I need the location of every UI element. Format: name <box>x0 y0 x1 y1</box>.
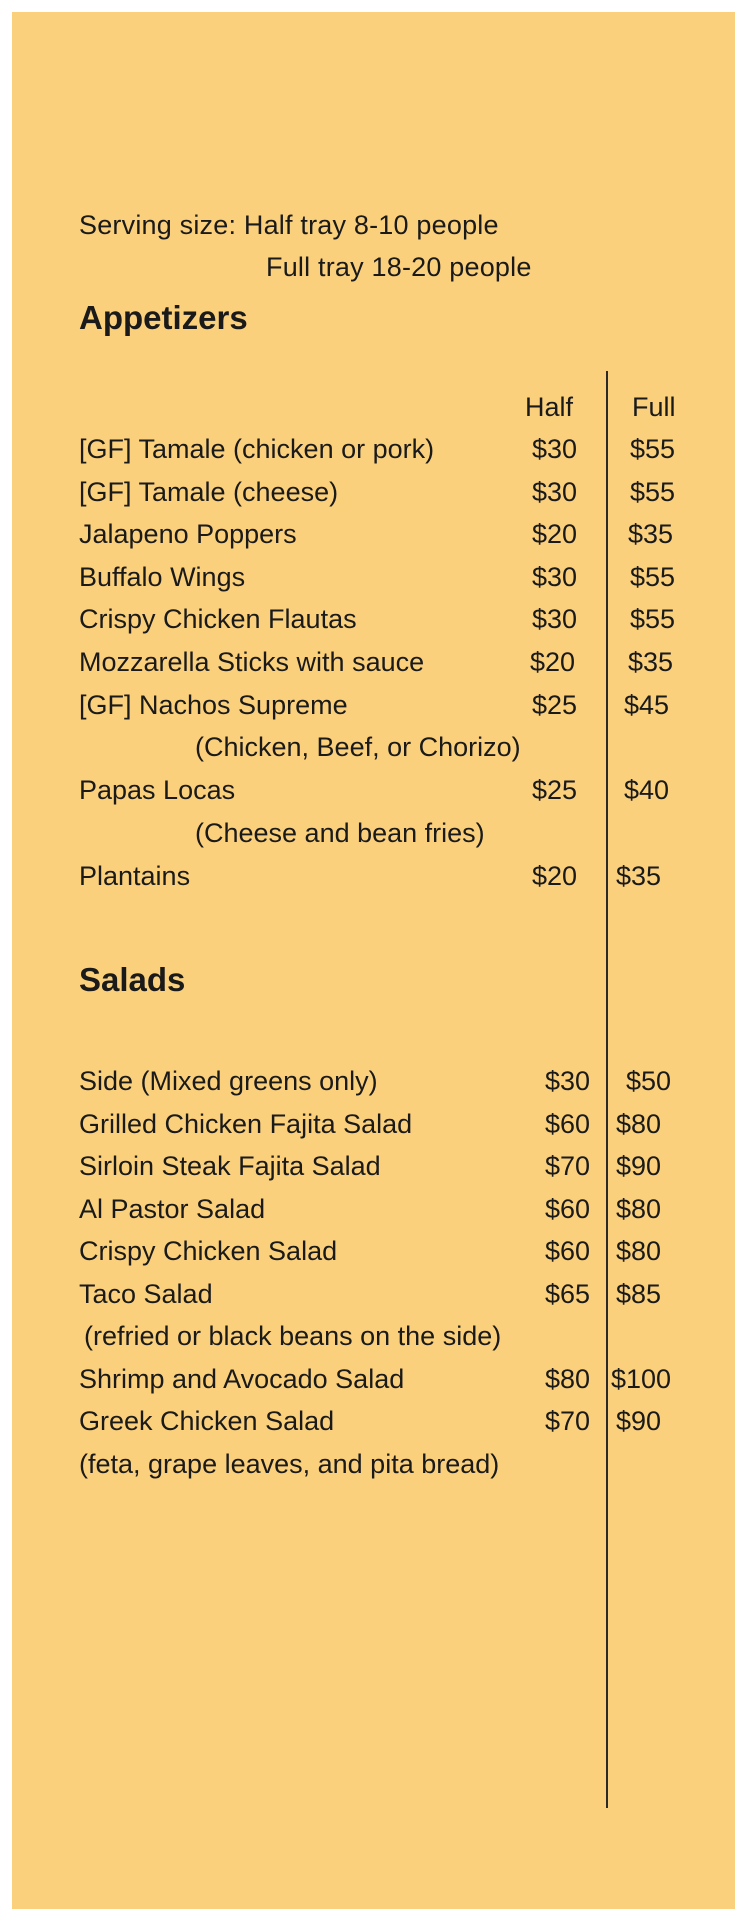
half-price: $30 <box>531 604 577 634</box>
appetizers-heading: Appetizers <box>79 299 248 336</box>
full-price: $80 <box>616 1236 662 1266</box>
item-note: (Cheese and bean fries) <box>195 818 485 848</box>
item-name: Crispy Chicken Salad <box>79 1236 338 1266</box>
item-name: [GF] Tamale (cheese) <box>79 477 339 507</box>
half-price: $65 <box>544 1279 590 1309</box>
item-name: Greek Chicken Salad <box>79 1406 335 1436</box>
menu-item-row <box>0 690 747 726</box>
full-price: $85 <box>616 1279 662 1309</box>
half-price: $70 <box>544 1151 590 1181</box>
item-name: Plantains <box>79 861 191 891</box>
serving-size-half: Serving size: Half tray 8-10 people <box>79 210 499 240</box>
menu-item-row <box>0 861 747 897</box>
salads-heading: Salads <box>79 961 186 998</box>
menu-item-row <box>0 1109 747 1145</box>
half-price: $20 <box>529 647 575 677</box>
menu-item-row <box>0 1364 747 1400</box>
half-price: $20 <box>531 519 577 549</box>
item-name: Jalapeno Poppers <box>79 519 297 549</box>
full-price: $35 <box>628 519 674 549</box>
half-price: $25 <box>531 690 577 720</box>
half-price: $70 <box>544 1406 590 1436</box>
item-name: Mozzarella Sticks with sauce <box>79 647 425 677</box>
full-price: $35 <box>628 647 674 677</box>
half-price: $30 <box>531 562 577 592</box>
item-name: Side (Mixed greens only) <box>79 1066 378 1096</box>
item-name: Shrimp and Avocado Salad <box>79 1364 405 1394</box>
menu-item-row <box>0 477 747 513</box>
item-name: Buffalo Wings <box>79 562 246 592</box>
item-note: (Chicken, Beef, or Chorizo) <box>195 732 521 762</box>
half-price: $60 <box>544 1109 590 1139</box>
menu-item-row <box>0 434 747 470</box>
menu-item-row <box>0 1236 747 1272</box>
menu-item-row <box>0 519 747 555</box>
half-column-header: Half <box>525 392 574 422</box>
full-price: $80 <box>616 1109 662 1139</box>
full-price: $55 <box>630 477 676 507</box>
full-price: $40 <box>624 775 670 805</box>
menu-item-row <box>0 1279 747 1315</box>
item-name: Taco Salad <box>79 1279 213 1309</box>
half-price: $30 <box>531 434 577 464</box>
half-price: $80 <box>544 1364 590 1394</box>
full-price: $90 <box>616 1406 662 1436</box>
item-name: Grilled Chicken Fajita Salad <box>79 1109 413 1139</box>
full-price: $80 <box>616 1194 662 1224</box>
full-price: $100 <box>611 1364 672 1394</box>
full-price: $50 <box>626 1066 672 1096</box>
menu-item-row <box>0 1406 747 1442</box>
half-price: $60 <box>544 1236 590 1266</box>
item-name: Crispy Chicken Flautas <box>79 604 357 634</box>
menu-item-row <box>0 604 747 640</box>
half-price: $60 <box>544 1194 590 1224</box>
full-column-header: Full <box>632 392 676 422</box>
menu-item-row <box>0 1151 747 1187</box>
half-price: $20 <box>531 861 577 891</box>
half-price: $25 <box>531 775 577 805</box>
half-price: $30 <box>531 477 577 507</box>
full-price: $35 <box>616 861 662 891</box>
serving-size-full: Full tray 18-20 people <box>266 252 532 282</box>
full-price: $90 <box>616 1151 662 1181</box>
half-price: $30 <box>544 1066 590 1096</box>
item-note: (refried or black beans on the side) <box>84 1321 502 1351</box>
menu-item-row <box>0 1194 747 1230</box>
menu-item-row <box>0 647 747 683</box>
item-note: (feta, grape leaves, and pita bread) <box>79 1449 500 1479</box>
full-price: $55 <box>630 434 676 464</box>
menu-item-row <box>0 562 747 598</box>
item-name: Papas Locas <box>79 775 236 805</box>
item-name: [GF] Tamale (chicken or pork) <box>79 434 435 464</box>
menu-item-row <box>0 1066 747 1102</box>
menu-item-row <box>0 775 747 811</box>
full-price: $55 <box>630 562 676 592</box>
full-price: $55 <box>630 604 676 634</box>
item-name: Sirloin Steak Fajita Salad <box>79 1151 381 1181</box>
item-name: [GF] Nachos Supreme <box>79 690 348 720</box>
full-price: $45 <box>624 690 670 720</box>
item-name: Al Pastor Salad <box>79 1194 266 1224</box>
